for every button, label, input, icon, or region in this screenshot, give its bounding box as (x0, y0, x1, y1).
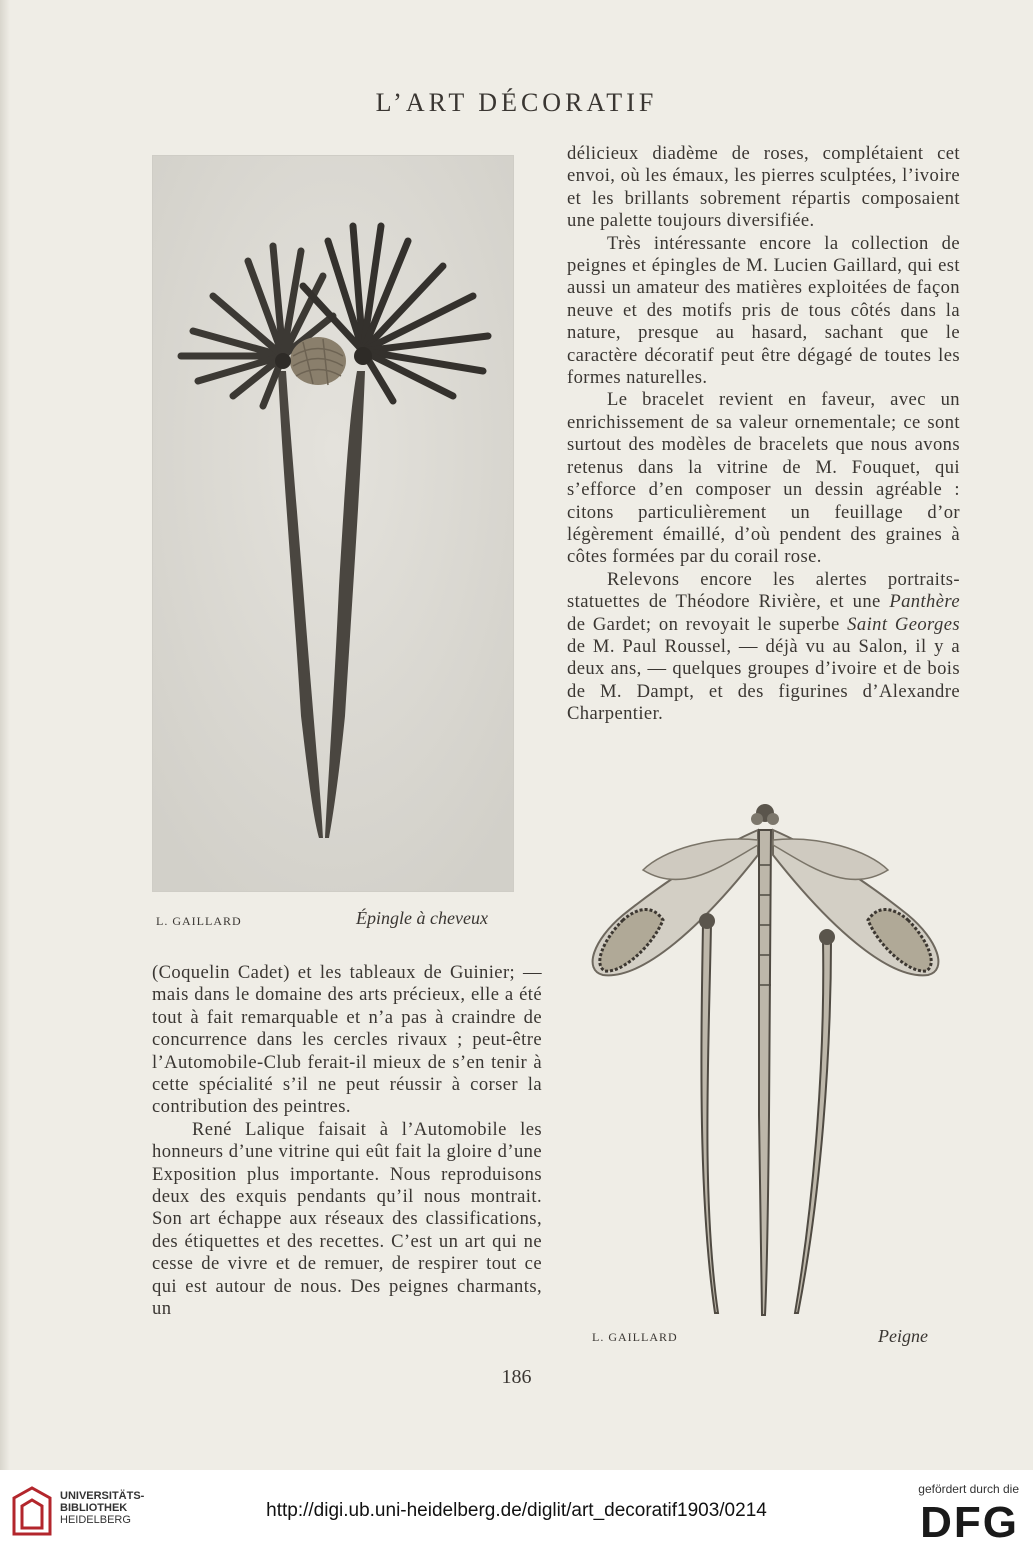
italic-title: Panthère (889, 591, 960, 613)
paragraph: délicieux diadème de roses, complétaient cet envoi, où les émaux, les pierres sculptées, l’ivoire et les brillants sobrement répartis composaient une palette toujours diversifiée. (567, 143, 960, 232)
page-number: 186 (501, 1366, 532, 1388)
figure2-credit: L. GAILLARD (592, 1330, 678, 1344)
right-text-column (567, 143, 960, 726)
comb-photo (583, 795, 953, 1320)
page-edge-shadow (0, 0, 10, 1470)
paragraph: (Coquelin Cadet) et les tableaux de Guinier; — mais dans le domaine des arts précieux, elle a été tout à fait remarquable et n’a pas à craindre de concurrence dans les cercles rivaux ; peut-être l’Automobile-Club ferait-il mieux de s’en tenir à cette spécialité s’il ne peut réussir à corser la contribution des peintres. (152, 962, 542, 1118)
paragraph: Le bracelet revient en faveur, avec un enrichissement de sa valeur ornementale; ce sont surtout des modèles de bracelets que nous avons retenus dans la vitrine de M. Fouquet, qui s’efforce d’en composer un dessin agréable : citons particulièrement un feuillage d’or légèrement émaillé, d’où pendent des graines à côtes formées par du corail rose. (567, 389, 960, 568)
figure2-caption: Peigne (878, 1326, 928, 1346)
hairpin-photo (152, 155, 514, 892)
paragraph: René Lalique faisait à l’Automobile les honneurs d’une vitrine qui eût fait la gloire d’une Exposition plus importante. Nous reproduisons deux des exquis pendants qu’il nous montrait. Son art échappe aux réseaux des classifications, des étiquettes et des recettes. C’est un art qui ne cesse de vivre et de remuer, de respirer tout ce qui est autour de nous. Des peignes charmants, un (152, 1118, 542, 1320)
library-line: HEIDELBERG (60, 1514, 131, 1526)
text-run: de Gardet; on revoyait le superbe (567, 613, 848, 635)
library-line: BIBLIOTHEK (60, 1502, 128, 1514)
figure1-caption: Épingle à cheveux (356, 908, 488, 928)
funder-text: gefördert durch die (918, 1482, 1019, 1496)
text-run: de M. Paul Roussel, — déjà vu au Salon, il y a deux ans, — quelques groupes d’ivoire et de bois de M. Dampt, et des figurines d’Alexandre Charpentier. (567, 635, 960, 725)
paragraph: Très intéressante encore la collection de peignes et épingles de M. Lucien Gaillard, qui est aussi un amateur des matières exploitées de façon neuve et des motifs pris de tous côtés dans la nature, presque au hasard, sachant que le caractère décoratif peut être dégagé de toutes les formes naturelles. (567, 232, 960, 389)
paragraph (567, 569, 960, 726)
left-text-column (152, 962, 542, 1321)
italic-title: Saint Georges (847, 613, 960, 635)
source-url-link[interactable]: http://digi.ub.uni-heidelberg.de/diglit/art_decoratif1903/0214 (266, 1500, 767, 1521)
text-run: Relevons encore les alertes portraits-statuettes de Théodore Rivière, et une (567, 568, 960, 613)
library-line: UNIVERSITÄTS- (60, 1490, 145, 1502)
figure1-credit: L. GAILLARD (156, 914, 242, 928)
dfg-logo: DFG (920, 1498, 1019, 1547)
running-header: L’ART DÉCORATIF (375, 88, 658, 117)
